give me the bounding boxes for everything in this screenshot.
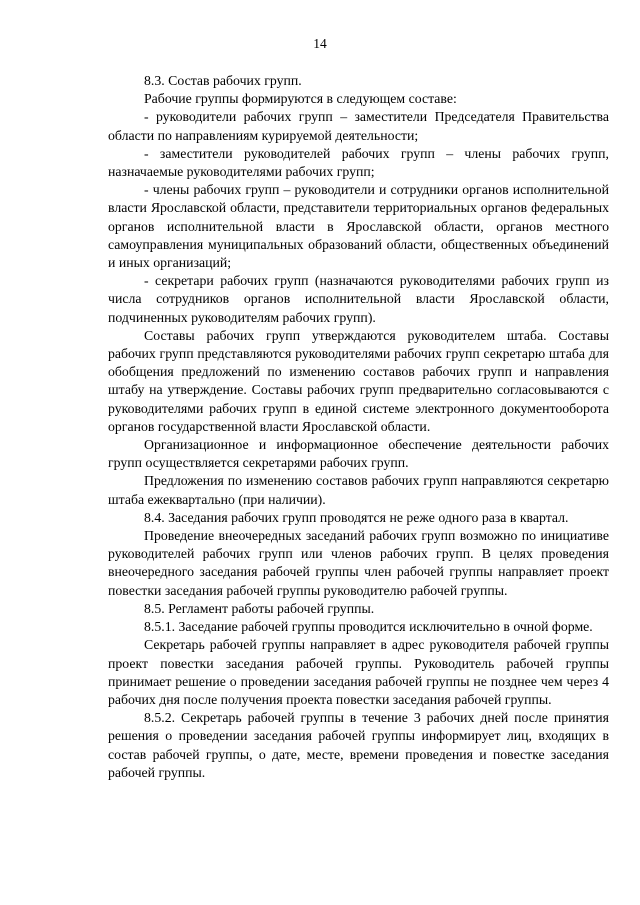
paragraph-8-5-heading: 8.5. Регламент работы рабочей группы. [144,600,375,616]
paragraph-organizational-support: Организационное и информационное обеспечение деятельности рабочих групп осуществляется секретарями рабочих групп. [108,437,609,471]
paragraph-8-4-meetings: 8.4. Заседания рабочих групп проводятся не реже одного раза в квартал. [144,509,569,525]
list-item-group-secretaries: - секретари рабочих групп (назначаются руководителями рабочих групп из числа сотрудников органов исполнительной власти Ярославской области, подчиненных руководителям рабочих групп). [108,273,609,325]
paragraph-composition-intro: Рабочие группы формируются в следующем составе: [144,91,457,107]
paragraph-8-5-2: 8.5.2. Секретарь рабочей группы в течение 3 рабочих дней после принятия решения о проведении заседания рабочей группы информирует лиц, входящих в состав рабочей группы, о дате, месте, времени проведения и повестке заседания рабочей группы. [108,710,609,780]
paragraph-extraordinary-meetings: Проведение внеочередных заседаний рабочих групп возможно по инициативе руководителей рабочих групп или членов рабочих групп. В целях проведения внеочередного заседания рабочей группы член рабочей группы направляет проект повестки заседания рабочей группы руководителю рабочей группы. [108,528,609,598]
list-item-group-members: - члены рабочих групп – руководители и сотрудники органов исполнительной власти Ярославской области, представители территориальных органов федеральных органов исполнительной власти в Ярославской области, органов местного самоуправления муниципальных образований области, общественных объединений и иных организаций; [108,182,609,271]
paragraph-8-5-1: 8.5.1. Заседание рабочей группы проводится исключительно в очной форме. [144,619,593,635]
paragraph-8-3-heading: 8.3. Состав рабочих групп. [144,73,302,88]
document-body [108,72,609,782]
paragraph-agenda-procedure: Секретарь рабочей группы направляет в адрес руководителя рабочей группы проект повестки заседания рабочей группы. Руководитель рабочей группы принимает решение о проведении заседания рабочей группы не позднее чем через 4 рабочих дня после получения проекта повестки заседания рабочей группы. [108,637,609,707]
paragraph-composition-approval: Составы рабочих групп утверждаются руководителем штаба. Составы рабочих групп представляются руководителями рабочих групп секретарю штаба для обобщения предложений по изменению составов рабочих групп и направления штабу на утверждение. Составы рабочих групп предварительно согласовываются с руководителями рабочих групп в единой системе электронного документооборота органов государственной власти Ярославской области. [108,327,609,434]
list-item-deputy-leaders: - заместители руководителей рабочих групп – члены рабочих групп, назначаемые руководителями рабочих групп; [108,145,609,180]
page-number: 14 [313,36,327,51]
paragraph-composition-proposals: Предложения по изменению составов рабочих групп направляются секретарю штаба ежеквартально (при наличии). [108,473,609,507]
list-item-group-leaders: - руководители рабочих групп – заместители Председателя Правительства области по направлениям курируемой деятельности; [108,109,609,143]
